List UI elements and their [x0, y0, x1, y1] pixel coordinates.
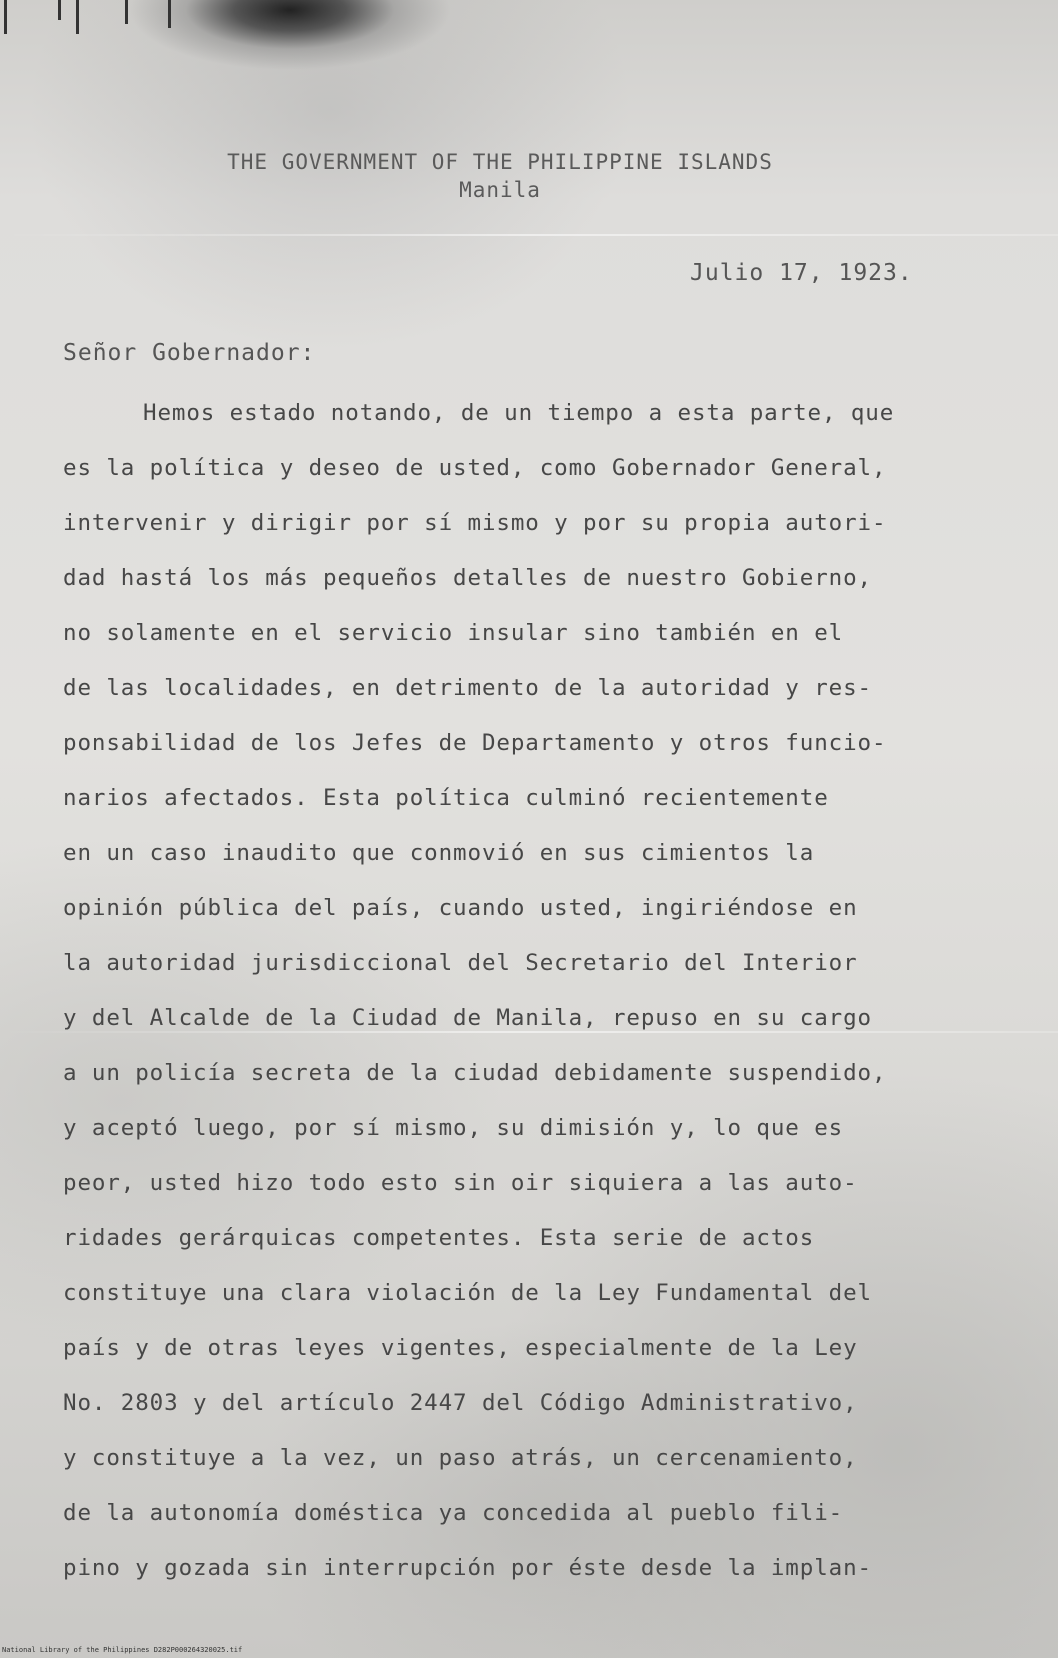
body-line: de la autonomía doméstica ya concedida al pueblo fili- — [63, 1500, 844, 1526]
edge-mark — [76, 0, 79, 34]
body-line: pino y gozada sin interrupción por éste desde la implan- — [63, 1555, 872, 1581]
body-line: no solamente en el servicio insular sino también en el — [63, 620, 844, 646]
body-line: de las localidades, en detrimento de la autoridad y res- — [63, 675, 872, 701]
body-line: en un caso inaudito que conmovió en sus cimientos la — [63, 840, 815, 866]
letter-body — [63, 398, 983, 1608]
body-line: dad hastá los más pequeños detalles de nuestro Gobierno, — [63, 565, 872, 591]
body-line: y constituye a la vez, un paso atrás, un cercenamiento, — [63, 1445, 858, 1471]
letterhead-city: Manila — [459, 178, 541, 202]
edge-mark — [58, 0, 61, 20]
body-line: y aceptó luego, por sí mismo, su dimisión y, lo que es — [63, 1115, 844, 1141]
body-line: es la política y deseo de usted, como Gobernador General, — [63, 455, 887, 481]
body-line: opinión pública del país, cuando usted, ingiriéndose en — [63, 895, 858, 921]
letterhead — [170, 148, 830, 204]
body-line: peor, usted hizo todo esto sin oir siquiera a las auto- — [63, 1170, 858, 1196]
edge-mark — [125, 0, 128, 24]
body-line: No. 2803 y del artículo 2447 del Código Administrativo, — [63, 1390, 858, 1416]
body-line: Hemos estado notando, de un tiempo a esta parte, que — [143, 400, 895, 426]
body-line: ridades gerárquicas competentes. Esta serie de actos — [63, 1225, 815, 1251]
body-line: intervenir y dirigir por sí mismo y por su propia autori- — [63, 510, 887, 536]
edge-mark — [4, 0, 7, 34]
scan-footer-label: National Library of the Philippines D282P000264320025.tif — [2, 1646, 243, 1654]
body-line: a un policía secreta de la ciudad debidamente suspendido, — [63, 1060, 887, 1086]
body-line: y del Alcalde de la Ciudad de Manila, repuso en su cargo — [63, 1005, 872, 1031]
body-line: constituye una clara violación de la Ley Fundamental del — [63, 1280, 872, 1306]
body-line: narios afectados. Esta política culminó recientemente — [63, 785, 829, 811]
salutation: Señor Gobernador: — [63, 340, 316, 366]
paper-fold-line — [0, 234, 1058, 236]
letter-date: Julio 17, 1923. — [690, 260, 913, 286]
letterhead-title: THE GOVERNMENT OF THE PHILIPPINE ISLANDS — [227, 150, 773, 174]
scan-edge-marks — [0, 0, 180, 60]
body-line: país y de otras leyes vigentes, especialmente de la Ley — [63, 1335, 858, 1361]
body-line: ponsabilidad de los Jefes de Departamento y otros funcio- — [63, 730, 887, 756]
edge-mark — [168, 0, 171, 28]
body-line: la autoridad jurisdiccional del Secretario del Interior — [63, 950, 858, 976]
